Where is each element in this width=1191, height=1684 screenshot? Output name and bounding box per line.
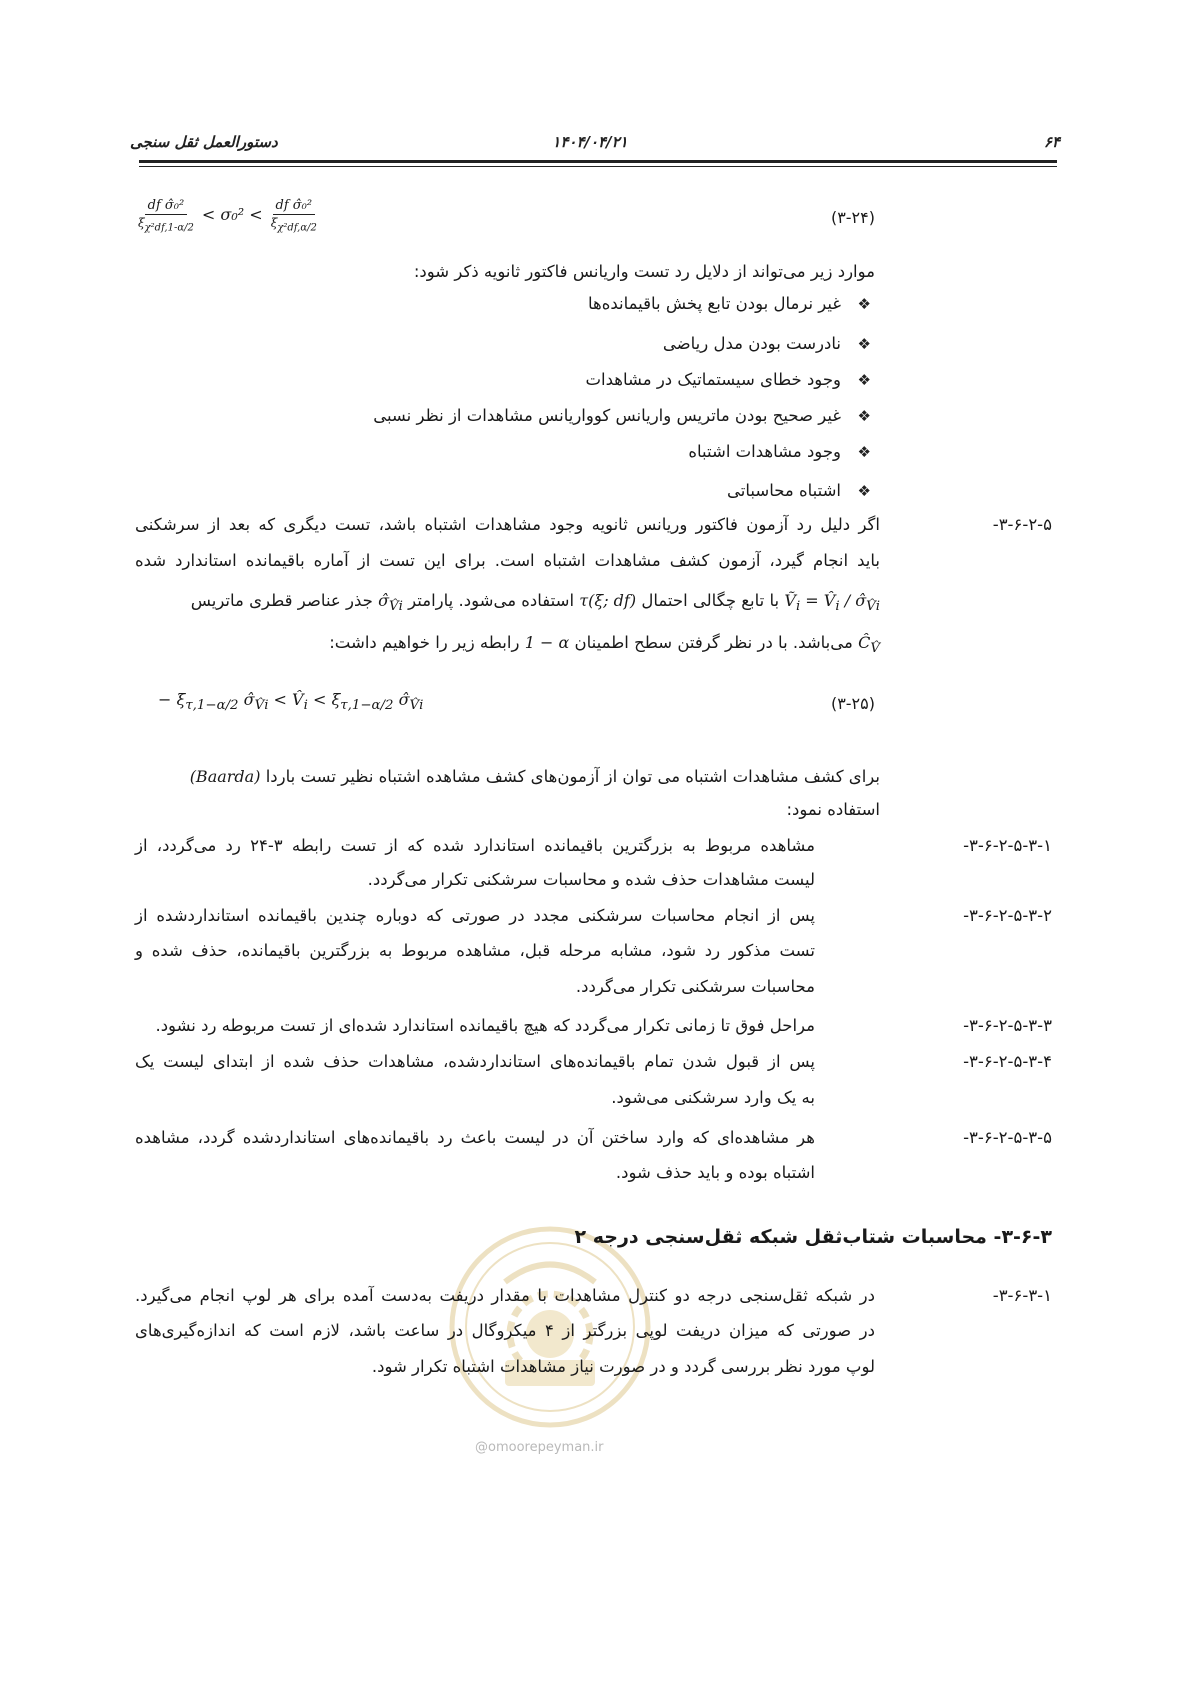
intro-text: موارد زیر می‌تواند از دلایل رد تست واریانس فاکتور ثانویه ذکر شود:: [413, 262, 875, 281]
confidence-level-formula: 1 − α: [524, 633, 570, 652]
diamond-bullet-icon: ❖: [857, 335, 871, 353]
section-3-6-2-5-line2: باید انجام گیرد، آزمون کشف مشاهدات اشتباه است. برای این تست از آماره باقیمانده استاندارد شده: [135, 551, 880, 570]
equation-3-24: $\frac{\text{df σ̂₀²}}{\xi_{\chi^2df,1-\alpha/2}}$ < σ₀² < $\frac{\text{df σ̂₀²}}{\xi_{\chi^2df,\alpha/2}}$: [138, 198, 317, 234]
diamond-bullet-icon: ❖: [857, 371, 871, 389]
bullet-item: ❖نادرست بودن مدل ریاضی: [663, 329, 871, 359]
diamond-bullet-icon: ❖: [857, 295, 871, 313]
diamond-bullet-icon: ❖: [857, 443, 871, 461]
section-number: ۳-۶-۳-۱-: [992, 1286, 1052, 1305]
step-text: پس از قبول شدن تمام باقیمانده‌های استانداردشده، مشاهدات حذف شده از ابتدای لیست یک: [135, 1052, 815, 1071]
baarda-paragraph-line2: استفاده نمود:: [786, 800, 880, 819]
covariance-matrix-symbol: $Ĉ_{V̂}$: [858, 633, 880, 657]
step-text: لیست مشاهدات حذف شده و محاسبات سرشکنی تکرار می‌گردد.: [367, 870, 815, 889]
step-text: مشاهده مربوط به بزرگترین باقیمانده استاندارد شده که از تست رابطه ۳-۲۴ رد می‌گردد، از: [135, 836, 815, 855]
equation-3-25-number: (۳-۲۵): [830, 694, 875, 713]
step-text: پس از انجام محاسبات سرشکنی مجدد در صورتی که دوباره چندین باقیمانده استانداردشده از: [135, 906, 815, 925]
document-date: ۱۴۰۴/۰۴/۲۱: [552, 133, 628, 151]
watermark-url: @omoorepeyman.ir: [475, 1440, 604, 1455]
section-3-6-2-5-line1: اگر دلیل رد آزمون فاکتور وریانس ثانویه وجود مشاهدات اشتباه باشد، تست دیگری که بعد از سرشکنی: [135, 515, 880, 534]
section-3-6-3-1-line: در صورتی که میزان دریفت لوپی بزرگتر از ۴ میکروگال در ساعت باشد، لازم است که اندازه‌گیری‌های: [135, 1321, 875, 1340]
step-text: مراحل فوق تا زمانی تکرار می‌گردد که هیچ باقیمانده استاندارد شده‌ای از تست مربوطه رد نشود.: [155, 1016, 815, 1035]
standardized-residual-formula: Ṽ$_i$ = $V̂_i$ / $\sigmâ_{V̂i}$: [784, 591, 880, 615]
diamond-bullet-icon: ❖: [857, 407, 871, 425]
document-title: دستورالعمل ثقل سنجی: [130, 133, 278, 151]
bullet-item: ❖وجود مشاهدات اشتباه: [688, 437, 871, 467]
equation-3-25: − $\xi_{\tau,1-\alpha/2}$ $\sigmâ_{V̂i}$ < $V̂_i < \xi_{\tau,1-\alpha/2}$ $\sigmâ_{V̂i}$: [158, 690, 424, 714]
bullet-item: ❖اشتباه محاسباتی: [727, 476, 871, 506]
header-rule-thin: [139, 166, 1057, 167]
section-3-6-2-5-line4: $Ĉ_{V̂}$ می‌باشد. با در نظر گرفتن سطح اطمینان 1 − α رابطه زیر را خواهیم داشت:: [329, 633, 880, 657]
bullet-item: ❖غیر صحیح بودن ماتریس واریانس کوواریانس مشاهدات از نظر نسبی: [373, 401, 871, 431]
section-3-6-3-1-line: در شبکه ثقل‌سنجی درجه دو کنترل مشاهدات با مقدار دریفت به‌دست آمده برای هر لوپ انجام می‌گیرد.: [135, 1286, 875, 1305]
step-number: ۳-۶-۲-۵-۳-۱-: [963, 836, 1052, 855]
step-number: ۳-۶-۲-۵-۳-۵-: [963, 1128, 1052, 1147]
section-heading: ۳-۶-۳- محاسبات شتاب‌ثقل شبکه ثقل‌سنجی درجه ۲: [574, 1226, 1052, 1248]
bullet-item: ❖وجود خطای سیستماتیک در مشاهدات: [586, 365, 871, 395]
step-number: ۳-۶-۲-۵-۳-۴-: [963, 1052, 1052, 1071]
bullet-item: ❖غیر نرمال بودن تابع پخش باقیمانده‌ها: [588, 289, 871, 319]
header-rule-thick: [139, 160, 1057, 163]
section-3-6-3-1-line: لوپ مورد نظر بررسی گردد و در صورت نیاز مشاهدات اشتباه تکرار شود.: [371, 1357, 875, 1376]
sigma-parameter: $\sigmâ_{V̂i}$: [378, 591, 403, 615]
baarda-term: (Baarda): [189, 767, 261, 786]
step-number: ۳-۶-۲-۵-۳-۲-: [963, 906, 1052, 925]
step-text: به یک وارد سرشکنی می‌شود.: [611, 1088, 815, 1107]
step-text: محاسبات سرشکنی تکرار می‌گردد.: [575, 977, 815, 996]
step-number: ۳-۶-۲-۵-۳-۳-: [963, 1016, 1052, 1035]
density-function-formula: τ(ξ; df): [579, 591, 637, 610]
equation-3-24-number: (۳-۲۴): [830, 208, 875, 227]
baarda-paragraph-line1: برای کشف مشاهدات اشتباه می توان از آزمون‌های کشف مشاهده اشتباه نظیر تست باردا (Baarda): [189, 767, 880, 786]
section-number: ۳-۶-۲-۵-: [992, 515, 1052, 534]
step-text: اشتباه بوده و باید حذف شود.: [615, 1163, 815, 1182]
diamond-bullet-icon: ❖: [857, 482, 871, 500]
step-text: هر مشاهده‌ای که وارد ساختن آن در لیست باعث رد باقیمانده‌های استانداردشده گردد، مشاهده: [135, 1128, 815, 1147]
section-3-6-2-5-line3: Ṽ$_i$ = $V̂_i$ / $\sigmâ_{V̂i}$ با تابع چگالی احتمال τ(ξ; df) استفاده می‌شود. پارامتر $\sigmâ_{V̂i}$ جذر عناصر قطری ماتریس: [190, 591, 880, 615]
page-number: ۶۴: [1043, 133, 1060, 151]
step-text: تست مذکور رد شود، مشابه مرحله قبل، مشاهده مربوط به بزرگترین باقیمانده، حذف شده و: [135, 941, 815, 960]
